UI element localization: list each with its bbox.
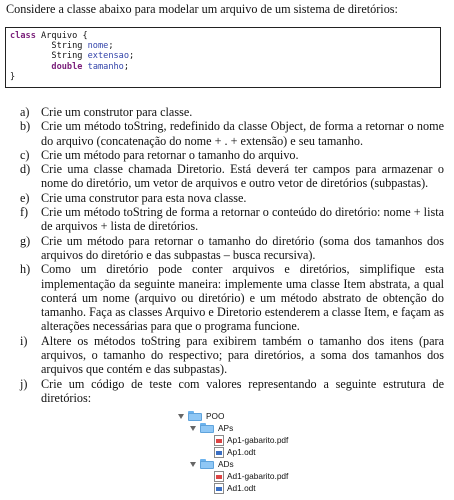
tree-folder-aps[interactable] [190,422,233,434]
item-text: Crie um construtor para classe. [41,105,193,119]
list-item [20,191,444,205]
item-text: Crie uma classe chamada Diretorio. Está deverá ter campos para armazenar o nome do diretório, um vetor de arquivos e outro vetor de diretórios (subpastas). [41,162,444,191]
pdf-file-icon [214,435,224,446]
item-text: Crie um método para retornar o tamanho do diretório (soma dos tamanhos dos arquivos do diretório e das subpastas – busca recursiva). [41,233,444,262]
item-label: i) [20,333,28,348]
tree-file[interactable] [214,482,256,494]
item-text: Crie um código de teste com valores representando a seguinte estrutura de diretórios: [41,376,444,405]
code-keyword-double: double [51,61,83,72]
code-type: String [51,41,88,52]
directory-tree [174,408,314,500]
tree-file-label: Ad1.odt [227,483,256,493]
code-type: String [51,51,88,62]
item-label: c) [20,147,30,162]
code-line-close: } [10,71,16,82]
tree-file-label: Ad1-gabarito.pdf [227,471,289,481]
code-semicolon: ; [129,51,135,62]
disclosure-triangle-icon[interactable] [178,414,184,419]
disclosure-triangle-icon[interactable] [190,426,196,431]
code-semicolon: ; [108,41,114,52]
folder-icon [188,411,202,421]
tree-folder-ads[interactable] [190,458,234,470]
folder-icon [200,423,214,433]
list-item [20,377,444,406]
item-label: f) [20,205,29,220]
item-text: Altere os métodos toString para exibirem também o tamanho dos itens (para arquivos, o tamanho do respectivo; para diretórios, a soma dos tamanhos dos arquivos que contém e das subpastas). [41,333,444,377]
code-block [5,27,441,88]
code-field-tamanho: tamanho [87,61,124,72]
code-class-name: Arquivo { [35,31,88,41]
tree-file[interactable] [214,434,288,446]
code-semicolon: ; [123,61,130,72]
code-line-nome [10,41,440,51]
exercise-list [20,105,444,405]
tree-folder-label: POO [206,411,225,421]
tree-file-label: Ap1-gabarito.pdf [227,435,289,445]
item-label: e) [20,190,30,205]
odt-file-icon [214,447,224,458]
item-text: Crie uma construtor para esta nova classe. [41,190,247,205]
folder-icon [200,459,214,469]
item-label: b) [20,119,31,134]
list-item [20,234,444,263]
list-item [20,119,444,148]
list-item [20,148,444,162]
item-text: Como um diretório pode conter arquivos e diretórios, simplifique esta implementação da seguinte maneira: implemente uma classe Item abstrata, a qual conterá um nome (arquivo ou diretório) e um método abstrato de obtenção do tamanho. Faça as classes Arquivo e Diretorio estenderem a classe Item, e façam as alterações necessárias para que o programa funcione. [41,262,444,334]
item-label: a) [20,105,30,119]
item-label: h) [20,262,31,277]
code-line-extensao [10,51,440,61]
list-item [20,334,444,377]
tree-folder-label: ADs [218,459,234,469]
code-line-tamanho [10,62,440,72]
list-item [20,162,444,191]
tree-folder-poo[interactable] [178,410,224,422]
tree-file[interactable] [214,446,256,458]
list-item [20,205,444,234]
tree-file[interactable] [214,470,288,482]
odt-file-icon [214,483,224,494]
list-item [20,105,444,119]
item-text: Crie um método toString de forma a retornar o conteúdo do diretório: nome + lista de arquivos + lista de diretórios. [41,205,444,234]
item-label: g) [20,233,31,248]
item-text: Crie um método toString, redefinido da classe Object, de forma a retornar o nome do arquivo (concatenação do nome + . + extensão) e seu tamanho. [41,119,444,148]
list-item [20,262,444,333]
item-label: j) [20,376,28,391]
item-text: Crie um método para retornar o tamanho do arquivo. [41,147,299,162]
code-field-extensao: extensao [87,51,130,62]
code-keyword-class: class [10,31,36,41]
tree-file-label: Ap1.odt [227,447,256,457]
intro-text: Considere a classe abaixo para modelar um arquivo de um sistema de diretórios: [6,2,398,16]
code-line-class [10,31,440,41]
pdf-file-icon [214,471,224,482]
tree-folder-label: APs [218,423,234,433]
disclosure-triangle-icon[interactable] [190,462,196,467]
code-field-nome: nome [87,41,109,52]
item-label: d) [20,162,31,177]
